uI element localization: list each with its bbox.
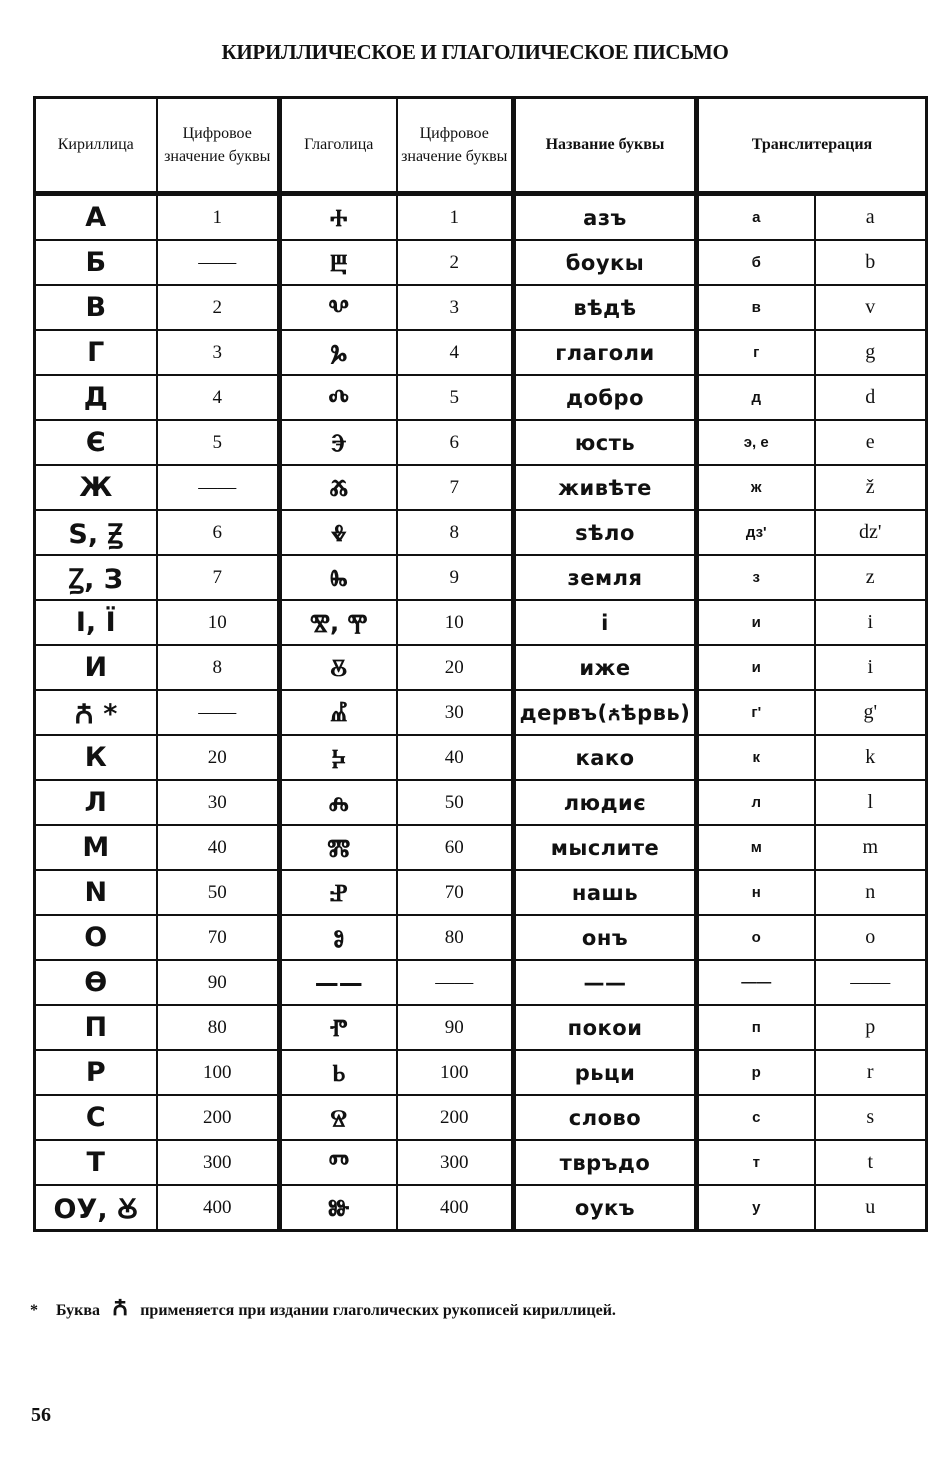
glagolitic-letter-cell: Ⰱ [280,240,397,285]
glagolitic-value-cell: 1 [397,194,514,241]
transliteration-latin-cell: t [815,1140,927,1185]
glagolitic-value-cell: 8 [397,510,514,555]
header-letter-name: Название буквы [514,98,697,194]
transliteration-russian-cell: м [697,825,815,870]
glagolitic-letter-cell: —— [280,960,397,1005]
glagolitic-letter-cell: Ⰳ [280,330,397,375]
letter-name-cell: иже [514,645,697,690]
transliteration-russian-cell: н [697,870,815,915]
cyrillic-letter-cell: Т [35,1140,157,1185]
letter-name-cell: како [514,735,697,780]
table-header-row [35,98,927,194]
glagolitic-letter-cell: Ⰷ [280,510,397,555]
transliteration-latin-cell: l [815,780,927,825]
cyrillic-letter-cell: Ꙁ, З [35,555,157,600]
transliteration-latin-cell: d [815,375,927,420]
table-row [35,960,927,1005]
cyrillic-letter-cell: Ѕ, Ꙃ [35,510,157,555]
transliteration-russian-cell: р [697,1050,815,1095]
cyrillic-letter-cell: О [35,915,157,960]
footnote-letter-glyph: Ꙉ [112,1296,129,1321]
glagolitic-letter-cell: Ⰻ [280,645,397,690]
table-row [35,735,927,780]
cyrillic-value-cell: 40 [157,825,280,870]
table-row [35,1095,927,1140]
cyrillic-value-cell: 8 [157,645,280,690]
letter-name-cell: людиє [514,780,697,825]
glagolitic-value-cell: 20 [397,645,514,690]
letter-name-cell: покои [514,1005,697,1050]
letter-name-cell: азъ [514,194,697,241]
header-cyrillic: Кириллица [35,98,157,194]
letter-name-cell: мыслите [514,825,697,870]
glagolitic-letter-cell: Ⰰ [280,194,397,241]
glagolitic-value-cell: —— [397,960,514,1005]
cyrillic-value-cell: 50 [157,870,280,915]
glagolitic-value-cell: 10 [397,600,514,645]
transliteration-russian-cell: з [697,555,815,600]
glagolitic-letter-cell: Ⰵ [280,420,397,465]
cyrillic-value-cell: 90 [157,960,280,1005]
cyrillic-letter-cell: Л [35,780,157,825]
transliteration-russian-cell: к [697,735,815,780]
glagolitic-letter-cell: Ⰾ [280,780,397,825]
transliteration-russian-cell: г' [697,690,815,735]
transliteration-russian-cell: д [697,375,815,420]
table-row [35,600,927,645]
letter-name-cell: вѣдѣ [514,285,697,330]
transliteration-latin-cell: k [815,735,927,780]
table-row [35,194,927,241]
glagolitic-value-cell: 300 [397,1140,514,1185]
transliteration-russian-cell: т [697,1140,815,1185]
table-row [35,645,927,690]
transliteration-latin-cell: i [815,600,927,645]
cyrillic-value-cell: 200 [157,1095,280,1140]
glagolitic-value-cell: 90 [397,1005,514,1050]
cyrillic-letter-cell: А [35,194,157,241]
transliteration-russian-cell: п [697,1005,815,1050]
table-row [35,1185,927,1231]
glagolitic-letter-cell: Ⰴ [280,375,397,420]
transliteration-russian-cell: г [697,330,815,375]
transliteration-latin-cell: g' [815,690,927,735]
cyrillic-letter-cell: Р [35,1050,157,1095]
cyrillic-value-cell: 2 [157,285,280,330]
glagolitic-letter-cell: Ⰽ [280,735,397,780]
cyrillic-value-cell: —— [157,690,280,735]
glagolitic-value-cell: 80 [397,915,514,960]
glagolitic-value-cell: 6 [397,420,514,465]
glagolitic-value-cell: 50 [397,780,514,825]
cyrillic-value-cell: 10 [157,600,280,645]
cyrillic-value-cell: —— [157,465,280,510]
transliteration-latin-cell: e [815,420,927,465]
transliteration-russian-cell: и [697,600,815,645]
table-row [35,510,927,555]
letter-name-cell: боукы [514,240,697,285]
glagolitic-value-cell: 5 [397,375,514,420]
glagolitic-letter-cell: Ⱃ [280,1050,397,1095]
transliteration-latin-cell: m [815,825,927,870]
glagolitic-value-cell: 3 [397,285,514,330]
transliteration-russian-cell: о [697,915,815,960]
glagolitic-letter-cell: Ⰸ [280,555,397,600]
table-row [35,690,927,735]
cyrillic-letter-cell: П [35,1005,157,1050]
footnote-text-before: Буква [56,1302,101,1319]
transliteration-russian-cell: с [697,1095,815,1140]
table-row [35,330,927,375]
transliteration-latin-cell: dz' [815,510,927,555]
letter-name-cell: і [514,600,697,645]
cyrillic-value-cell: 6 [157,510,280,555]
cyrillic-letter-cell: В [35,285,157,330]
glagolitic-letter-cell: Ⱄ [280,1095,397,1140]
cyrillic-letter-cell: С [35,1095,157,1140]
glagolitic-value-cell: 7 [397,465,514,510]
cyrillic-letter-cell: Д [35,375,157,420]
table-row [35,465,927,510]
letter-name-cell: ѕѣло [514,510,697,555]
letter-name-cell: земля [514,555,697,600]
glagolitic-letter-cell: Ⱀ [280,870,397,915]
glagolitic-value-cell: 400 [397,1185,514,1231]
glagolitic-letter-cell: Ⱁ [280,915,397,960]
cyrillic-value-cell: 80 [157,1005,280,1050]
transliteration-latin-cell: v [815,285,927,330]
cyrillic-value-cell: 70 [157,915,280,960]
glagolitic-value-cell: 9 [397,555,514,600]
table-row [35,780,927,825]
transliteration-latin-cell: p [815,1005,927,1050]
footnote-text-after: применяется при издании глаголических рукописей кириллицей. [140,1302,616,1319]
cyrillic-letter-cell: Ѳ [35,960,157,1005]
header-transliteration: Транслитерация [697,98,927,194]
cyrillic-letter-cell: ОУ, Ꙋ [35,1185,157,1231]
transliteration-latin-cell: b [815,240,927,285]
cyrillic-value-cell: —— [157,240,280,285]
glagolitic-letter-cell: Ⰲ [280,285,397,330]
table-row [35,915,927,960]
transliteration-latin-cell: z [815,555,927,600]
table-row [35,1140,927,1185]
transliteration-latin-cell: g [815,330,927,375]
glagolitic-value-cell: 2 [397,240,514,285]
glagolitic-value-cell: 60 [397,825,514,870]
transliteration-russian-cell: л [697,780,815,825]
table-row [35,1005,927,1050]
cyrillic-letter-cell: Б [35,240,157,285]
page-title: КИРИЛЛИЧЕСКОЕ И ГЛАГОЛИЧЕСКОЕ ПИСЬМО [221,40,729,64]
transliteration-russian-cell: в [697,285,815,330]
cyrillic-letter-cell: М [35,825,157,870]
cyrillic-letter-cell: Ꙉ * [35,690,157,735]
letter-name-cell: добро [514,375,697,420]
cyrillic-value-cell: 7 [157,555,280,600]
table-row [35,1050,927,1095]
table-row [35,825,927,870]
cyrillic-value-cell: 400 [157,1185,280,1231]
cyrillic-letter-cell: Є [35,420,157,465]
letter-name-cell: —— [514,960,697,1005]
header-glagolitic: Глаголица [280,98,397,194]
letter-name-cell: глаголи [514,330,697,375]
glagolitic-letter-cell: Ⱆ [280,1185,397,1231]
cyrillic-value-cell: 4 [157,375,280,420]
letter-name-cell: рьци [514,1050,697,1095]
transliteration-latin-cell: u [815,1185,927,1231]
table-row [35,555,927,600]
transliteration-latin-cell: r [815,1050,927,1095]
transliteration-russian-cell: ж [697,465,815,510]
glagolitic-letter-cell: Ⰼ [280,690,397,735]
letter-name-cell: живѣте [514,465,697,510]
cyrillic-letter-cell: Ж [35,465,157,510]
transliteration-russian-cell: дз' [697,510,815,555]
page-number: 56 [31,1404,51,1426]
glagolitic-letter-cell: Ⱂ [280,1005,397,1050]
glagolitic-letter-cell: Ⱅ [280,1140,397,1185]
transliteration-russian-cell: э, е [697,420,815,465]
transliteration-latin-cell: n [815,870,927,915]
letter-name-cell: нашь [514,870,697,915]
glagolitic-value-cell: 40 [397,735,514,780]
cyrillic-value-cell: 30 [157,780,280,825]
cyrillic-value-cell: 300 [157,1140,280,1185]
transliteration-latin-cell: i [815,645,927,690]
letter-name-cell: юсть [514,420,697,465]
cyrillic-letter-cell: К [35,735,157,780]
cyrillic-value-cell: 20 [157,735,280,780]
transliteration-russian-cell: —— [697,960,815,1005]
transliteration-latin-cell: ž [815,465,927,510]
glagolitic-value-cell: 70 [397,870,514,915]
glagolitic-value-cell: 30 [397,690,514,735]
cyrillic-letter-cell: И [35,645,157,690]
transliteration-latin-cell: a [815,194,927,241]
glagolitic-value-cell: 100 [397,1050,514,1095]
glagolitic-value-cell: 4 [397,330,514,375]
cyrillic-value-cell: 3 [157,330,280,375]
glagolitic-letter-cell: Ⰿ [280,825,397,870]
table-row [35,285,927,330]
footnote [30,1292,616,1322]
letter-name-cell: дервъ(ꙉѣрвь) [514,690,697,735]
cyrillic-value-cell: 100 [157,1050,280,1095]
header-cyrillic-value: Цифровое значение буквы [157,98,280,194]
transliteration-latin-cell: s [815,1095,927,1140]
transliteration-russian-cell: у [697,1185,815,1231]
cyrillic-value-cell: 1 [157,194,280,241]
cyrillic-letter-cell: І, Ї [35,600,157,645]
letter-name-cell: онъ [514,915,697,960]
transliteration-russian-cell: б [697,240,815,285]
header-glagolitic-value: Цифровое значение буквы [397,98,514,194]
glagolitic-letter-cell: Ⰺ, Ⰹ [280,600,397,645]
letter-name-cell: твръдо [514,1140,697,1185]
letter-name-cell: слово [514,1095,697,1140]
table-row [35,240,927,285]
transliteration-latin-cell: —— [815,960,927,1005]
glagolitic-letter-cell: Ⰶ [280,465,397,510]
footnote-asterisk: * [30,1302,38,1319]
cyrillic-letter-cell: N [35,870,157,915]
transliteration-latin-cell: o [815,915,927,960]
cyrillic-letter-cell: Г [35,330,157,375]
table-row [35,870,927,915]
transliteration-russian-cell: а [697,194,815,241]
table-row [35,420,927,465]
alphabet-table [33,96,928,1232]
cyrillic-value-cell: 5 [157,420,280,465]
table-row [35,375,927,420]
transliteration-russian-cell: и [697,645,815,690]
glagolitic-value-cell: 200 [397,1095,514,1140]
letter-name-cell: оукъ [514,1185,697,1231]
